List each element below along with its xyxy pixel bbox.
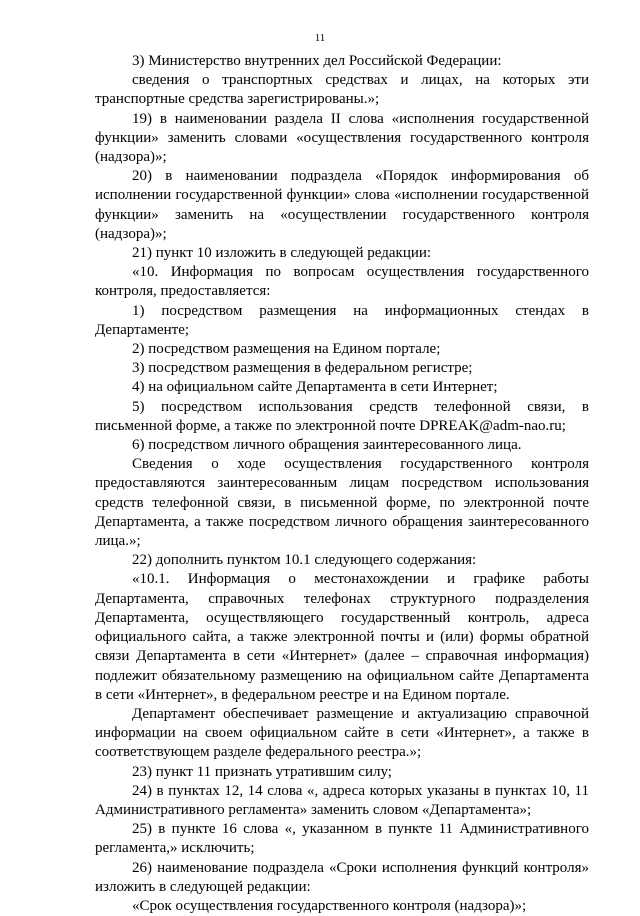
page-number: 11 <box>314 32 326 44</box>
paragraph: 26) наименование подраздела «Сроки исполнения функций контроля» изложить в следующей редакции: <box>95 859 589 895</box>
paragraph: Департамент обеспечивает размещение и актуализацию справочной информации на своем официальном сайте в сети «Интернет», а также в соответствующем разделе федерального реестра.»; <box>95 705 589 761</box>
paragraph: «10. Информация по вопросам осуществления государственного контроля, предоставляется: <box>95 264 589 300</box>
paragraph: 3) посредством размещения в федеральном регистре; <box>132 360 473 377</box>
paragraph: 24) в пунктах 12, 14 слова «, адреса которых указаны в пунктах 10, 11 Административного регламента» заменить словом «Департамента»; <box>95 782 589 818</box>
paragraph: 19) в наименовании раздела II слова «исполнения государственной функции» заменить словами «осуществления государственного контроля (надзора)»; <box>95 110 589 166</box>
paragraph: сведения о транспортных средствах и лицах, на которых эти транспортные средства зарегистрированы.»; <box>95 72 589 108</box>
paragraph: 21) пункт 10 изложить в следующей редакции: <box>132 245 432 262</box>
paragraph: «Срок осуществления государственного контроля (надзора)»; <box>132 897 527 914</box>
paragraph: 1) посредством размещения на информационных стендах в Департаменте; <box>95 302 589 338</box>
paragraph: 6) посредством личного обращения заинтересованного лица. <box>132 437 522 454</box>
paragraph: 20) в наименовании подраздела «Порядок информирования об исполнении государственной функции» слова «исполнении государственной функции» заменить на «осуществлении государственного контроля (надзора)»; <box>95 168 589 242</box>
paragraph: 2) посредством размещения на Едином портале; <box>132 341 441 358</box>
paragraph: 3) Министерство внутренних дел Российской Федерации: <box>132 53 502 69</box>
paragraph: 4) на официальном сайте Департамента в сети Интернет; <box>132 379 498 396</box>
paragraph: 23) пункт 11 признать утратившим силу; <box>132 763 392 780</box>
paragraph: 22) дополнить пунктом 10.1 следующего содержания: <box>132 552 477 569</box>
paragraph: «10.1. Информация о местонахождении и графике работы Департамента, справочных телефонах структурного подразделения Департамента, осуществляющего государственный контроль, адреса официального сайта, а также электронной почты и (или) формы обратной связи Департамента в сети «Интернет» (далее – справочная информация) подлежит обязательному размещению на официальном сайте Департамента в сети «Интернет», в федеральном реестре и на Едином портале. <box>95 571 589 703</box>
paragraph: 25) в пункте 16 слова «, указанном в пункте 11 Административного регламента,» исключить; <box>95 821 589 857</box>
paragraph: Сведения о ходе осуществления государственного контроля предоставляются заинтересованным лицам посредством использования средств телефонной связи, в письменной форме, по электронной почте Департамента, а также посредством личного обращения заинтересованного лица.»; <box>95 456 589 550</box>
document-body <box>95 52 589 916</box>
paragraph: 5) посредством использования средств телефонной связи, в письменной форме, а также по электронной почте DPREAK@adm-nao.ru; <box>95 398 589 434</box>
